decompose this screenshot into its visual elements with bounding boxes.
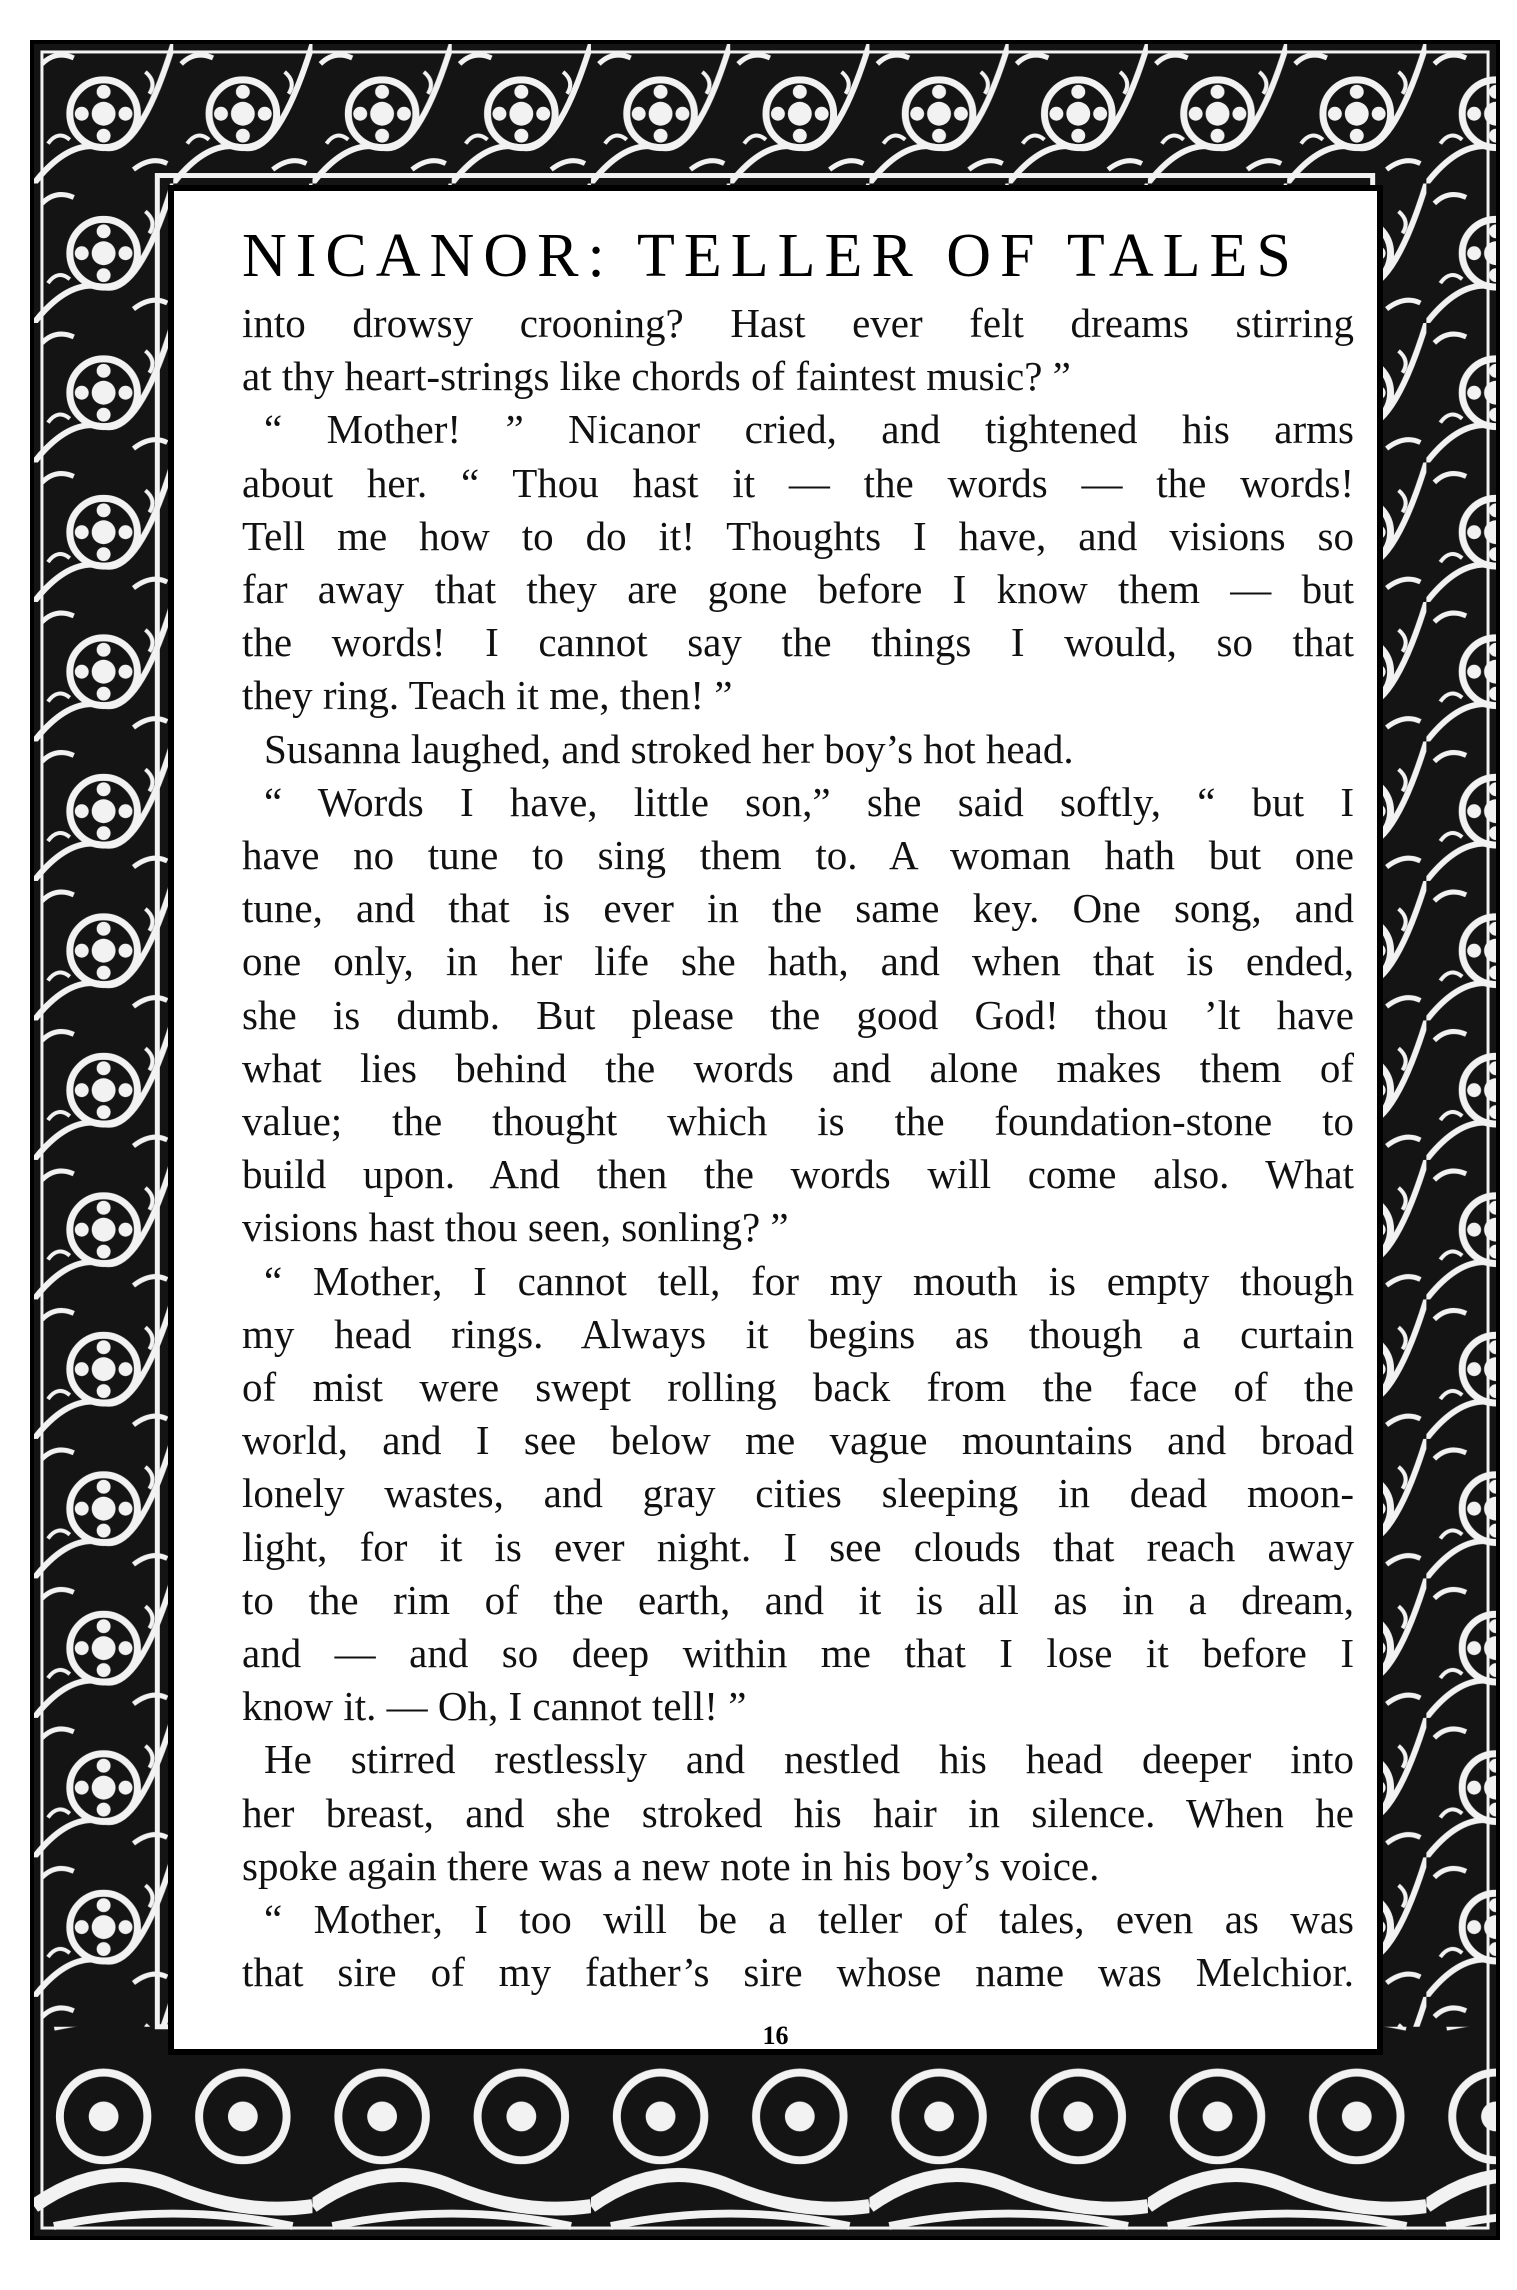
- text-line: build upon. And then the words will come also. What: [242, 1151, 1354, 1198]
- text-line: He stirred restlessly and nestled his head deeper into: [264, 1736, 1354, 1783]
- text-line: know it. — Oh, I cannot tell! ”: [242, 1683, 747, 1730]
- text-line: to the rim of the earth, and it is all as in a dream,: [242, 1576, 1354, 1623]
- page-number: 16: [762, 2021, 789, 2050]
- text-line: Tell me how to do it! Thoughts I have, and visions so: [242, 512, 1354, 559]
- text-line: “ Mother! ” Nicanor cried, and tightened his arms: [264, 406, 1354, 453]
- text-line: far away that they are gone before I know them — but: [242, 566, 1354, 613]
- text-line: about her. “ Thou hast it — the words — the words!: [242, 459, 1354, 506]
- text-line: visions hast thou seen, sonling? ”: [242, 1204, 789, 1251]
- text-line: and — and so deep within me that I lose it before I: [242, 1630, 1354, 1677]
- text-line: “ Mother, I cannot tell, for my mouth is empty though: [264, 1257, 1354, 1304]
- text-panel: [168, 185, 1383, 2055]
- text-line: into drowsy crooning? Hast ever felt dreams stirring: [242, 300, 1354, 346]
- text-line: her breast, and she stroked his hair in silence. When he: [242, 1789, 1354, 1836]
- text-line: what lies behind the words and alone makes them of: [242, 1044, 1354, 1091]
- text-line: have no tune to sing them to. A woman hath but one: [242, 832, 1354, 879]
- text-line: “ Words I have, little son,” she said softly, “ but I: [264, 778, 1354, 825]
- text-line: at thy heart-strings like chords of faintest music? ”: [242, 353, 1071, 400]
- text-line: light, for it is ever night. I see clouds that reach away: [242, 1523, 1354, 1570]
- text-line: “ Mother, I too will be a teller of tales, even as was: [264, 1896, 1354, 1943]
- text-line: my head rings. Always it begins as though a curtain: [242, 1310, 1354, 1357]
- running-head: NICANOR: TELLER OF TALES: [242, 222, 1300, 290]
- text-line: she is dumb. But please the good God! thou ’lt have: [242, 991, 1354, 1038]
- text-line: world, and I see below me vague mountains and broad: [242, 1417, 1354, 1464]
- text-line: that sire of my father’s sire whose name was Melchior.: [242, 1949, 1354, 1996]
- body-text: [242, 297, 1354, 2000]
- text-line: tune, and that is ever in the same key. One song, and: [242, 885, 1354, 932]
- text-line: spoke again there was a new note in his boy’s voice.: [242, 1842, 1100, 1889]
- text-line: of mist were swept rolling back from the face of the: [242, 1364, 1354, 1411]
- text-line: lonely wastes, and gray cities sleeping in dead moon-: [242, 1470, 1354, 1517]
- text-line: the words! I cannot say the things I would, so that: [242, 619, 1354, 666]
- text-line: one only, in her life she hath, and when that is ended,: [242, 938, 1354, 985]
- text-line: Susanna laughed, and stroked her boy’s hot head.: [264, 725, 1074, 772]
- text-line: value; the thought which is the foundation-stone to: [242, 1098, 1354, 1145]
- text-line: they ring. Teach it me, then! ”: [242, 672, 733, 719]
